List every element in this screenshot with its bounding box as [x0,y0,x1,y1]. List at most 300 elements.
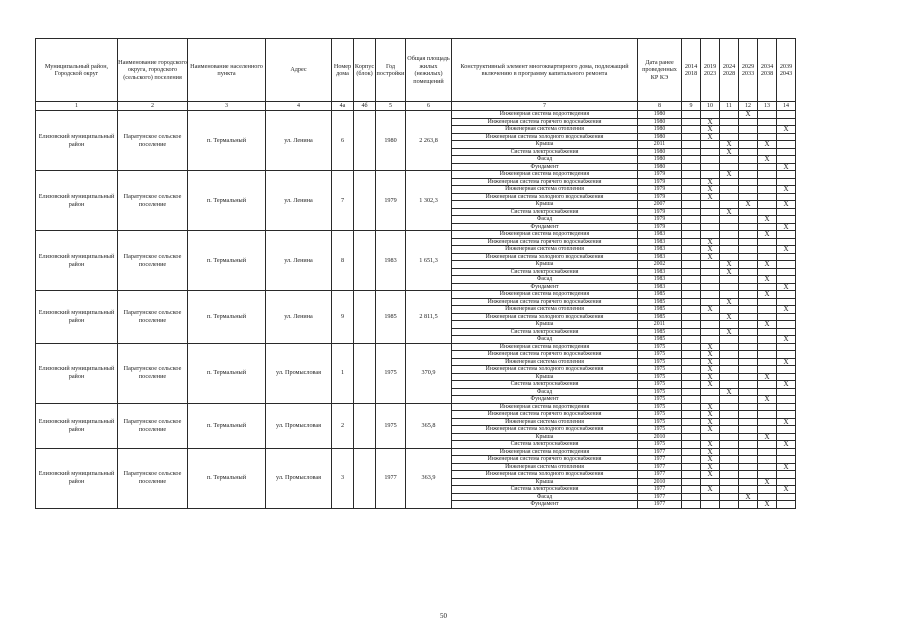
header-element: Конструктивный элемент многоквартирного дома, подлежащий включению в программу капитального ремонта [452,39,638,102]
header-settlement: Наименование городского округа, городского (сельского) поселения [118,39,188,102]
element-cell: Инженерная система холодного водоснабжения [452,253,638,261]
repair-mark: X [701,418,720,426]
element-cell: Крыша [452,141,638,149]
element-cell: Фасад [452,156,638,164]
repair-mark: X [701,381,720,389]
period-cell [720,178,739,186]
element-cell: Инженерная система водоотведения [452,171,638,179]
element-cell: Инженерная система горячего водоснабжения [452,456,638,464]
element-cell: Инженерная система холодного водоснабжения [452,193,638,201]
prev-repair-date-cell: 1979 [638,178,682,186]
element-cell: Инженерная система отопления [452,246,638,254]
period-cell [682,373,701,381]
period-cell [739,366,758,374]
repair-mark: X [739,493,758,501]
period-cell [739,381,758,389]
repair-mark: X [701,246,720,254]
period-cell [758,381,777,389]
period-cell [739,501,758,509]
repair-mark: X [758,276,777,284]
column-number: 13 [758,102,777,111]
header-house: Номер дома [332,39,354,102]
period-cell [701,171,720,179]
period-cell [777,268,796,276]
element-cell: Инженерная система горячего водоснабжения [452,178,638,186]
prev-repair-date-cell: 1975 [638,351,682,359]
element-cell: Фундамент [452,223,638,231]
repair-mark: X [758,141,777,149]
prev-repair-date-cell: 1983 [638,246,682,254]
table-row [36,403,796,411]
settlement-cell: Паратунское сельское поселение [118,231,188,291]
period-cell [720,118,739,126]
period-cell [720,426,739,434]
period-cell [758,463,777,471]
period-cell [739,118,758,126]
period-cell [739,156,758,164]
period-cell [682,336,701,344]
period-cell [720,343,739,351]
period-cell [720,418,739,426]
period-cell [701,291,720,299]
period-cell [682,126,701,134]
period-cell [682,493,701,501]
period-cell [682,403,701,411]
period-cell [758,193,777,201]
prev-repair-date-cell: 1985 [638,291,682,299]
period-cell [701,478,720,486]
prev-repair-date-cell: 1975 [638,343,682,351]
period-cell [758,418,777,426]
period-cell [682,486,701,494]
repair-mark: X [701,441,720,449]
element-cell: Инженерная система отопления [452,186,638,194]
prev-repair-date-cell: 2010 [638,478,682,486]
period-cell [720,186,739,194]
period-cell [682,411,701,419]
repair-mark: X [701,118,720,126]
prev-repair-date-cell: 1980 [638,156,682,164]
period-cell [758,171,777,179]
period-cell [777,456,796,464]
period-cell [701,336,720,344]
repair-mark: X [777,381,796,389]
element-cell: Инженерная система водоотведения [452,448,638,456]
period-cell [720,403,739,411]
column-number: 2 [118,102,188,111]
period-cell [701,231,720,239]
element-cell: Система электроснабжения [452,268,638,276]
prev-repair-date-cell: 1980 [638,133,682,141]
element-cell: Инженерная система холодного водоснабжения [452,471,638,479]
period-cell [739,456,758,464]
period-cell [758,186,777,194]
house-number-cell: 2 [332,403,354,448]
period-cell [739,471,758,479]
period-cell [682,178,701,186]
prev-repair-date-cell: 1975 [638,381,682,389]
repair-mark: X [758,216,777,224]
prev-repair-date-cell: 1979 [638,216,682,224]
repair-mark: X [701,253,720,261]
repair-mark: X [777,126,796,134]
period-cell [701,388,720,396]
period-cell [777,171,796,179]
header-period-2019: 2019 2023 [701,39,720,102]
period-cell [758,133,777,141]
period-cell [777,298,796,306]
period-cell [739,486,758,494]
period-cell [682,321,701,329]
prev-repair-date-cell: 2002 [638,261,682,269]
repair-mark: X [720,298,739,306]
period-cell [777,448,796,456]
address-cell: ул. Ленина [266,231,332,291]
repair-mark: X [777,418,796,426]
period-cell [777,471,796,479]
repair-mark: X [758,231,777,239]
build-year-cell: 1977 [376,448,406,508]
repair-mark: X [720,208,739,216]
period-cell [701,163,720,171]
repair-mark: X [758,396,777,404]
period-cell [720,163,739,171]
period-cell [682,478,701,486]
repair-mark: X [701,373,720,381]
period-cell [682,253,701,261]
period-cell [682,246,701,254]
element-cell: Система электроснабжения [452,328,638,336]
period-cell [739,246,758,254]
column-number-row [36,102,796,111]
period-cell [701,141,720,149]
period-cell [701,298,720,306]
repair-mark: X [701,448,720,456]
period-cell [739,396,758,404]
period-cell [758,118,777,126]
element-cell: Инженерная система водоотведения [452,111,638,119]
period-cell [720,486,739,494]
build-year-cell: 1983 [376,231,406,291]
area-cell: 365,8 [406,403,452,448]
element-cell: Фасад [452,216,638,224]
period-cell [739,373,758,381]
period-cell [739,433,758,441]
table-row [36,448,796,456]
period-cell [701,208,720,216]
period-cell [720,231,739,239]
locality-cell: п. Термальный [188,343,266,403]
header-period-2034: 2034 2038 [758,39,777,102]
header-period-2029: 2029 2033 [739,39,758,102]
period-cell [720,201,739,209]
header-prev-date: Дата ранее проведенных КР КЭ [638,39,682,102]
repair-mark: X [777,163,796,171]
period-cell [758,238,777,246]
period-cell [701,261,720,269]
area-cell: 2 811,5 [406,291,452,344]
element-cell: Инженерная система горячего водоснабжения [452,298,638,306]
period-cell [777,493,796,501]
build-year-cell: 1980 [376,111,406,171]
district-cell: Елизовский муниципальный район [36,171,118,231]
element-cell: Инженерная система отопления [452,306,638,314]
period-cell [720,291,739,299]
locality-cell: п. Термальный [188,448,266,508]
repair-mark: X [701,358,720,366]
period-cell [682,118,701,126]
element-cell: Крыша [452,201,638,209]
page-number: 50 [440,612,447,620]
period-cell [682,381,701,389]
period-cell [739,328,758,336]
element-cell: Инженерная система отопления [452,463,638,471]
house-number-cell: 9 [332,291,354,344]
build-year-cell: 1979 [376,171,406,231]
element-cell: Система электроснабжения [452,208,638,216]
element-cell: Крыша [452,261,638,269]
period-cell [701,493,720,501]
period-cell [682,313,701,321]
prev-repair-date-cell: 1977 [638,456,682,464]
table-row [36,171,796,179]
period-cell [777,118,796,126]
period-cell [777,321,796,329]
period-cell [758,208,777,216]
prev-repair-date-cell: 1975 [638,373,682,381]
period-cell [682,448,701,456]
element-cell: Инженерная система отопления [452,418,638,426]
period-cell [739,231,758,239]
address-cell: ул. Ленина [266,291,332,344]
column-number: 12 [739,102,758,111]
repair-mark: X [758,501,777,509]
element-cell: Инженерная система холодного водоснабжения [452,313,638,321]
prev-repair-date-cell: 1983 [638,253,682,261]
period-cell [739,186,758,194]
address-cell: ул. Ленина [266,171,332,231]
prev-repair-date-cell: 2007 [638,201,682,209]
prev-repair-date-cell: 1983 [638,238,682,246]
period-cell [701,501,720,509]
period-cell [758,163,777,171]
prev-repair-date-cell: 1975 [638,441,682,449]
period-cell [777,111,796,119]
column-number: 11 [720,102,739,111]
period-cell [720,463,739,471]
period-cell [777,156,796,164]
period-cell [739,463,758,471]
column-number: 7 [452,102,638,111]
period-cell [720,336,739,344]
period-cell [758,253,777,261]
period-cell [701,321,720,329]
repair-mark: X [701,471,720,479]
repair-mark: X [777,223,796,231]
period-cell [739,448,758,456]
area-cell: 1 302,3 [406,171,452,231]
repair-mark: X [701,343,720,351]
header-period-2024: 2024 2028 [720,39,739,102]
element-cell: Инженерная система горячего водоснабжения [452,118,638,126]
period-cell [682,201,701,209]
period-cell [720,471,739,479]
period-cell [720,126,739,134]
repair-mark: X [777,441,796,449]
repair-mark: X [777,463,796,471]
column-number: 10 [701,102,720,111]
prev-repair-date-cell: 1980 [638,111,682,119]
period-cell [720,448,739,456]
period-cell [739,193,758,201]
element-cell: Фундамент [452,283,638,291]
period-cell [777,261,796,269]
period-cell [739,313,758,321]
address-cell: ул. Промысловая [266,448,332,508]
period-cell [739,388,758,396]
build-year-cell: 1975 [376,403,406,448]
prev-repair-date-cell: 1983 [638,268,682,276]
header-period-2039: 2039 2043 [777,39,796,102]
period-cell [682,433,701,441]
prev-repair-date-cell: 1977 [638,486,682,494]
period-cell [739,261,758,269]
block-cell [354,448,376,508]
element-cell: Крыша [452,373,638,381]
area-cell: 370,9 [406,343,452,403]
period-cell [720,351,739,359]
period-cell [739,418,758,426]
repair-mark: X [777,336,796,344]
header-area: Общая площадь жилых (нежилых) помещений [406,39,452,102]
period-cell [739,351,758,359]
table-body [36,111,796,509]
house-number-cell: 3 [332,448,354,508]
repair-mark: X [758,373,777,381]
header-district: Муниципальный район, Городской округ [36,39,118,102]
period-cell [777,411,796,419]
period-cell [777,478,796,486]
period-cell [758,201,777,209]
repair-mark: X [777,201,796,209]
period-cell [701,201,720,209]
repair-mark: X [701,306,720,314]
period-cell [682,141,701,149]
period-cell [720,238,739,246]
period-cell [739,216,758,224]
district-cell: Елизовский муниципальный район [36,448,118,508]
period-cell [682,283,701,291]
period-cell [701,313,720,321]
prev-repair-date-cell: 1975 [638,426,682,434]
period-cell [777,388,796,396]
repair-mark: X [701,426,720,434]
column-number: 4 [266,102,332,111]
settlement-cell: Паратунское сельское поселение [118,448,188,508]
period-cell [720,216,739,224]
period-cell [758,471,777,479]
prev-repair-date-cell: 1977 [638,501,682,509]
repair-mark: X [720,388,739,396]
header-year: Год постройки [376,39,406,102]
table-row [36,231,796,239]
district-cell: Елизовский муниципальный район [36,403,118,448]
prev-repair-date-cell: 1985 [638,336,682,344]
prev-repair-date-cell: 1975 [638,396,682,404]
period-cell [720,133,739,141]
period-cell [739,343,758,351]
settlement-cell: Паратунское сельское поселение [118,403,188,448]
element-cell: Фундамент [452,501,638,509]
element-cell: Крыша [452,433,638,441]
locality-cell: п. Термальный [188,231,266,291]
period-cell [758,283,777,291]
repair-mark: X [701,456,720,464]
period-cell [720,433,739,441]
prev-repair-date-cell: 1975 [638,411,682,419]
district-cell: Елизовский муниципальный район [36,231,118,291]
locality-cell: п. Термальный [188,171,266,231]
period-cell [739,133,758,141]
repair-mark: X [720,268,739,276]
element-cell: Инженерная система водоотведения [452,403,638,411]
column-number: 4б [354,102,376,111]
element-cell: Инженерная система горячего водоснабжения [452,411,638,419]
period-cell [777,141,796,149]
element-cell: Система электроснабжения [452,148,638,156]
district-cell: Елизовский муниципальный район [36,111,118,171]
period-cell [777,238,796,246]
element-cell: Инженерная система водоотведения [452,343,638,351]
prev-repair-date-cell: 1977 [638,471,682,479]
column-number: 8 [638,102,682,111]
prev-repair-date-cell: 1985 [638,328,682,336]
house-number-cell: 8 [332,231,354,291]
column-number: 6 [406,102,452,111]
repair-mark: X [758,261,777,269]
period-cell [720,493,739,501]
period-cell [739,306,758,314]
period-cell [682,441,701,449]
period-cell [682,268,701,276]
prev-repair-date-cell: 1975 [638,358,682,366]
house-number-cell: 6 [332,111,354,171]
period-cell [682,133,701,141]
block-cell [354,291,376,344]
prev-repair-date-cell: 1975 [638,403,682,411]
period-cell [682,276,701,284]
district-cell: Елизовский муниципальный район [36,291,118,344]
repair-mark: X [739,111,758,119]
locality-cell: п. Термальный [188,403,266,448]
period-cell [739,321,758,329]
period-cell [720,381,739,389]
repair-mark: X [701,366,720,374]
capital-repair-table [35,38,796,509]
prev-repair-date-cell: 1980 [638,126,682,134]
prev-repair-date-cell: 1975 [638,388,682,396]
block-cell [354,403,376,448]
period-cell [720,111,739,119]
period-cell [758,388,777,396]
repair-mark: X [758,321,777,329]
prev-repair-date-cell: 1985 [638,306,682,314]
column-number: 9 [682,102,701,111]
repair-mark: X [701,403,720,411]
element-cell: Система электроснабжения [452,486,638,494]
period-cell [777,133,796,141]
period-cell [682,216,701,224]
